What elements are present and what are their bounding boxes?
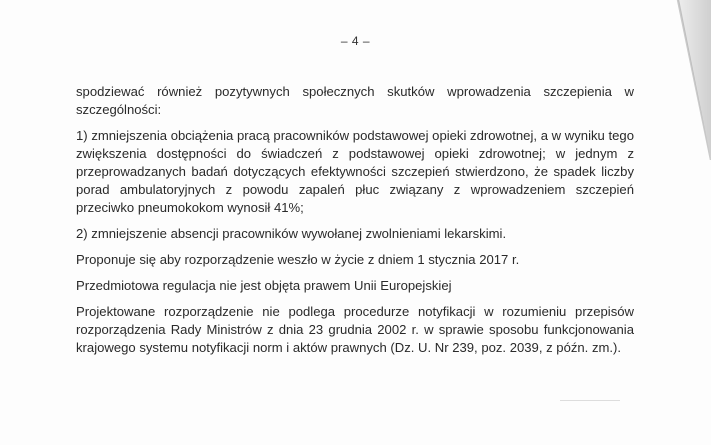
paragraph-effective-date: Proponuje się aby rozporządzenie weszło w życie z dniem 1 stycznia 2017 r. bbox=[76, 252, 520, 267]
document-body bbox=[76, 83, 634, 365]
paragraph-intro: spodziewać również pozytywnych społecznych skutków wprowadzenia szczepienia w szczególności: bbox=[76, 84, 634, 117]
page-number: – 4 – bbox=[340, 34, 371, 48]
page-edge-shadow bbox=[651, 0, 711, 160]
paragraph-point-1: 1) zmniejszenia obciążenia pracą pracowników podstawowej opieki zdrowotnej, a w wyniku tego zwiększenia dostępności do świadczeń z podstawowej opieki zdrowotnej; w jednym z przeprowadzanych badań dotyczących efektywności szczepień stwierdzono, że spadek liczby porad ambulatoryjnych z powodu zapaleń płuc związany z wprowadzeniem szczepień przeciwko pneumokokom wynosił 41%; bbox=[76, 128, 634, 215]
paragraph-eu-law: Przedmiotowa regulacja nie jest objęta prawem Unii Europejskiej bbox=[76, 278, 452, 293]
paragraph-notification: Projektowane rozporządzenie nie podlega procedurze notyfikacji w rozumieniu przepisów rozporządzenia Rady Ministrów z dnia 23 grudnia 2002 r. w sprawie sposobu funkcjonowania krajowego systemu notyfikacji norm i aktów prawnych (Dz. U. Nr 239, poz. 2039, z późn. zm.). bbox=[76, 304, 634, 355]
scan-artifact-line bbox=[560, 400, 620, 401]
paragraph-point-2: 2) zmniejszenie absencji pracowników wywołanej zwolnieniami lekarskimi. bbox=[76, 226, 507, 241]
